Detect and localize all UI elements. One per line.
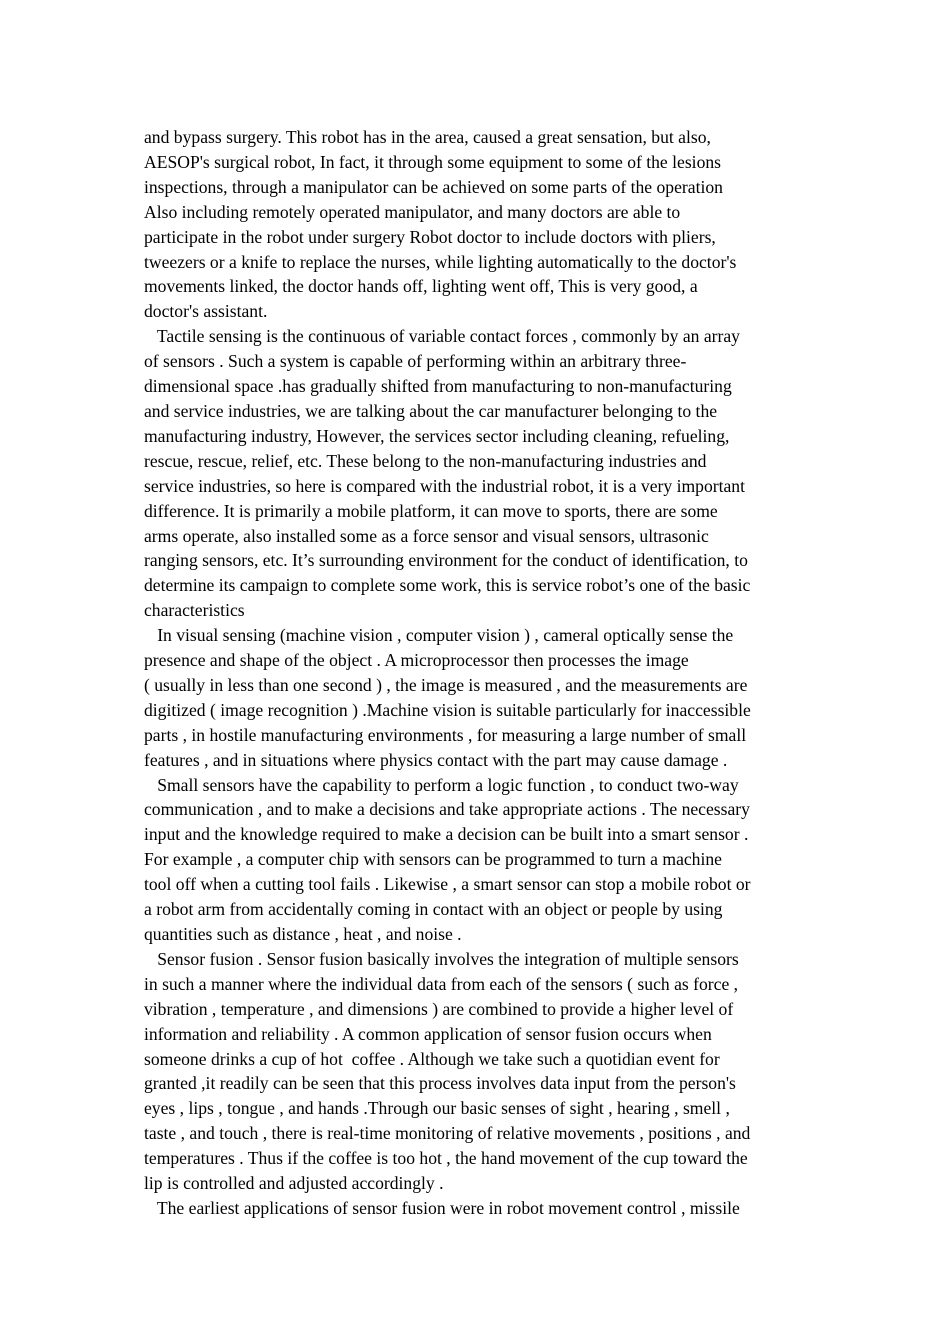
text-line: input and the knowledge required to make a decision can be built into a smart sensor .	[144, 824, 749, 845]
text-line: tweezers or a knife to replace the nurses, while lighting automatically to the doctor's	[144, 251, 737, 272]
text-line: in such a manner where the individual data from each of the sensors ( such as force ,	[144, 973, 739, 994]
paragraph-surgery	[144, 125, 808, 324]
text-line: Sensor fusion . Sensor fusion basically involves the integration of multiple sensors	[144, 948, 739, 969]
text-line: tool off when a cutting tool fails . Likewise , a smart sensor can stop a mobile robot or	[144, 874, 751, 895]
text-line: parts , in hostile manufacturing environments , for measuring a large number of small	[144, 724, 747, 745]
text-line: quantities such as distance , heat , and noise .	[144, 924, 462, 944]
text-line: participate in the robot under surgery Robot doctor to include doctors with pliers,	[144, 226, 716, 247]
text-line: and bypass surgery. This robot has in the area, caused a great sensation, but also,	[144, 127, 711, 147]
text-line: In visual sensing (machine vision , computer vision ) , cameral optically sense the	[144, 625, 734, 646]
text-line: Also including remotely operated manipulator, and many doctors are able to	[144, 201, 681, 222]
text-line: AESOP's surgical robot, In fact, it through some equipment to some of the lesions	[144, 151, 722, 172]
text-line: rescue, rescue, relief, etc. These belong to the non-manufacturing industries and	[144, 450, 707, 471]
text-line: vibration , temperature , and dimensions ) are combined to provide a higher level of	[144, 998, 734, 1019]
text-line: movements linked, the doctor hands off, lighting went off, This is very good, a	[144, 276, 698, 297]
text-line: taste , and touch , there is real-time monitoring of relative movements , positions , and	[144, 1123, 751, 1144]
text-line: dimensional space .has gradually shifted from manufacturing to non-manufacturing	[144, 376, 732, 397]
paragraph-small-sensors	[144, 773, 808, 947]
document-body	[144, 125, 808, 1221]
text-line: a robot arm from accidentally coming in contact with an object or people by using	[144, 899, 723, 920]
paragraph-sensor-fusion	[144, 947, 808, 1196]
text-line: ranging sensors, etc. It’s surrounding environment for the conduct of identification, to	[144, 550, 748, 571]
text-line: For example , a computer chip with sensors can be programmed to turn a machine	[144, 849, 722, 870]
paragraph-visual	[144, 623, 808, 772]
text-line: determine its campaign to complete some work, this is service robot’s one of the basic	[144, 575, 751, 596]
text-line: presence and shape of the object . A microprocessor then processes the image	[144, 650, 689, 671]
text-line: characteristics	[144, 600, 245, 621]
text-line: temperatures . Thus if the coffee is too hot , the hand movement of the cup toward the	[144, 1148, 748, 1169]
text-line: someone drinks a cup of hot coffee . Although we take such a quotidian event for	[144, 1048, 720, 1069]
text-line: doctor's assistant.	[144, 301, 268, 322]
text-line: The earliest applications of sensor fusion were in robot movement control , missile	[144, 1197, 740, 1218]
text-line: inspections, through a manipulator can be achieved on some parts of the operation	[144, 176, 723, 197]
text-line: granted ,it readily can be seen that this process involves data input from the person's	[144, 1073, 736, 1094]
text-line: and service industries, we are talking about the car manufacturer belonging to the	[144, 400, 718, 421]
text-line: difference. It is primarily a mobile platform, it can move to sports, there are some	[144, 500, 718, 521]
text-line: Small sensors have the capability to perform a logic function , to conduct two-way	[144, 774, 739, 795]
text-line: Tactile sensing is the continuous of variable contact forces , commonly by an array	[144, 326, 740, 347]
text-line: information and reliability . A common application of sensor fusion occurs when	[144, 1023, 712, 1044]
text-line: features , and in situations where physics contact with the part may cause damage .	[144, 749, 728, 770]
text-line: service industries, so here is compared with the industrial robot, it is a very important	[144, 475, 745, 496]
text-line: eyes , lips , tongue , and hands .Through our basic senses of sight , hearing , smell ,	[144, 1098, 730, 1119]
paragraph-tactile	[144, 324, 808, 623]
text-line: manufacturing industry, However, the services sector including cleaning, refueling,	[144, 425, 730, 446]
text-line: ( usually in less than one second ) , the image is measured , and the measurements are	[144, 674, 748, 695]
text-line: communication , and to make a decisions and take appropriate actions . The necessary	[144, 799, 750, 820]
text-line: digitized ( image recognition ) .Machine vision is suitable particularly for inaccessible	[144, 699, 751, 720]
text-line: of sensors . Such a system is capable of performing within an arbitrary three-	[144, 351, 687, 372]
text-line: arms operate, also installed some as a force sensor and visual sensors, ultrasonic	[144, 525, 709, 546]
text-line: lip is controlled and adjusted accordingly .	[144, 1173, 444, 1194]
paragraph-earliest	[144, 1196, 808, 1221]
